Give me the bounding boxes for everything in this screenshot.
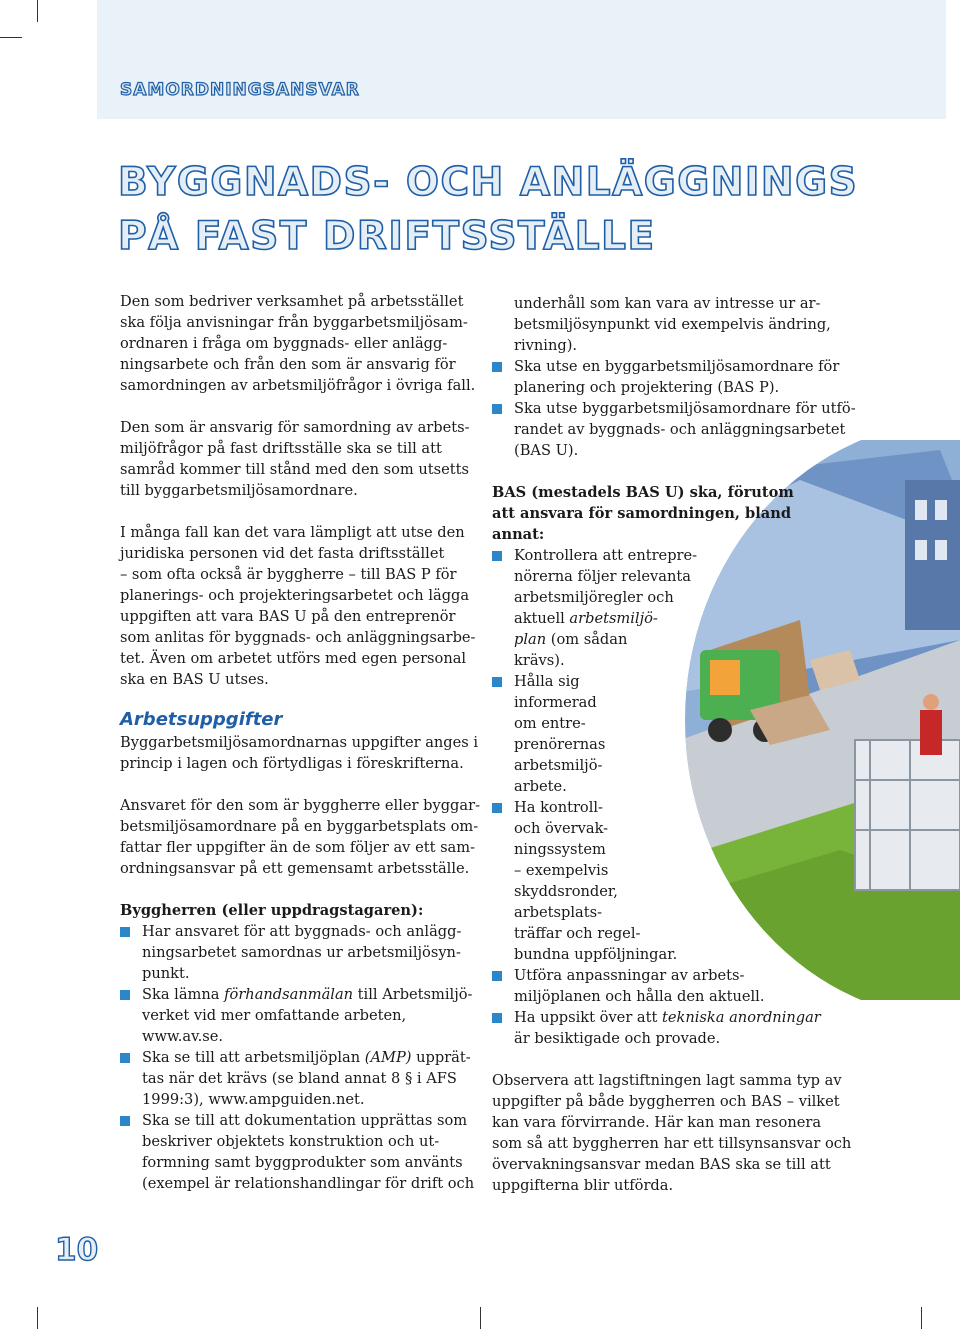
crop-mark xyxy=(37,1307,38,1329)
title-line: PÅ FAST DRIFTSSTÄLLE xyxy=(118,214,656,259)
list-heading: BAS (mestadels BAS U) ska, förutom att ansvara för samordningen, bland annat: xyxy=(492,484,794,543)
paragraph: Den som är ansvarig för samordning av arbets- miljöfrågor på fast driftsställe ska se till att samråd kommer till stånd med den som utsetts till byggarbetsmiljösamordnare. xyxy=(120,419,470,499)
list-item: Kontrollera att entrepre- nörerna följer relevanta arbetsmiljöregler och aktuell arbetsmiljö- plan (om sådan krävs). xyxy=(492,545,837,671)
list-item: Ska utse en byggarbetsmiljösamordnare för planering och projektering (BAS P). xyxy=(492,356,837,398)
list-item: Har ansvaret för att byggnads- och anlägg- ningsarbetet samordnas ur arbetsmiljösyn- punkt. xyxy=(120,921,470,984)
list-item: Ska se till att arbetsmiljöplan (AMP) upprät- tas när det krävs (se bland annat 8 § i AFS 1999:3), www.ampguiden.net. xyxy=(120,1047,470,1110)
crop-mark xyxy=(480,1307,481,1329)
page-title xyxy=(118,156,960,264)
list-item: Ska se till att dokumentation upprättas som beskriver objektets konstruktion och ut- formning samt byggprodukter som använts (exempel är relationshandlingar för drift och xyxy=(120,1110,470,1194)
list-item: Hålla sig informerad om entre- prenörernas arbetsmiljö- arbete. xyxy=(492,671,837,797)
left-column xyxy=(120,291,481,1194)
paragraph: Observera att lagstiftningen lagt samma typ av uppgifter på både byggherren och BAS – vilket kan vara förvirrande. Här kan man resonera som så att byggherren har ett tillsynsansvar och övervakningsansvar medan BAS ska se till att uppgifterna blir utförda. xyxy=(492,1072,852,1194)
paragraph: Byggarbetsmiljösamordnarnas uppgifter anges i princip i lagen och förtydligas i föreskrifterna. xyxy=(120,734,479,772)
list-item: Ska lämna förhandsanmälan till Arbetsmiljö- verket vid mer omfattande arbeten, www.av.se. xyxy=(120,984,470,1047)
section-heading: Arbetsuppgifter xyxy=(120,709,283,730)
paragraph: Ansvaret för den som är byggherre eller byggar- betsmiljösamordnare på en byggarbetsplats om- fattar fler uppgifter än de som följer av ett sam- ordningsansvar på ett gemensamt arbetsställe. xyxy=(120,797,481,877)
paragraph: I många fall kan det vara lämpligt att utse den juridiska personen vid det fasta driftsstället – som ofta också är byggherre – till BAS P för planerings- och projekteringsarbetet och lägga uppgiften att vara BAS U på den entreprenör som anlitas för byggnads- och anläggningsarbe- tet. Även om arbetet utförs med egen personal ska en BAS U utses. xyxy=(120,524,476,688)
section-label: SAMORDNINGSANSVAR xyxy=(120,80,360,100)
paragraph-continuation: underhåll som kan vara av intresse ur ar- betsmiljösynpunkt vid exempelvis ändring, rivning). xyxy=(514,295,831,354)
list-item: Ska utse byggarbetsmiljösamordnare för utfö- randet av byggnads- och anläggningsarbetet (BAS U). xyxy=(492,398,837,461)
paragraph: Den som bedriver verksamhet på arbetsstället ska följa anvisningar från byggarbetsmiljösam- ordnaren i fråga om byggnads- eller anlägg- ningsarbete och från den som är ansvarig för samordningen av arbetsmiljöfrågor i övriga fall. xyxy=(120,293,476,394)
list-item: Ha kontroll- och övervak- ningssystem – exempelvis skyddsronder, arbetsplats- träffar och regel- bundna uppföljningar. xyxy=(492,797,837,965)
list-item: Ha uppsikt över att tekniska anordningar är besiktigade och provade. xyxy=(492,1007,837,1049)
crop-mark xyxy=(37,0,38,22)
header-band xyxy=(97,0,946,119)
list-heading: Byggherren (eller uppdragstagaren): xyxy=(120,902,424,919)
crop-mark xyxy=(921,1307,922,1329)
crop-mark xyxy=(0,37,22,38)
title-line: BYGGNADS- OCH ANLÄGGNINGS xyxy=(118,160,859,205)
page-number: 10 xyxy=(55,1232,99,1268)
right-column xyxy=(492,293,856,1196)
list-item: Utföra anpassningar av arbets- miljöplanen och hålla den aktuell. xyxy=(492,965,837,1007)
